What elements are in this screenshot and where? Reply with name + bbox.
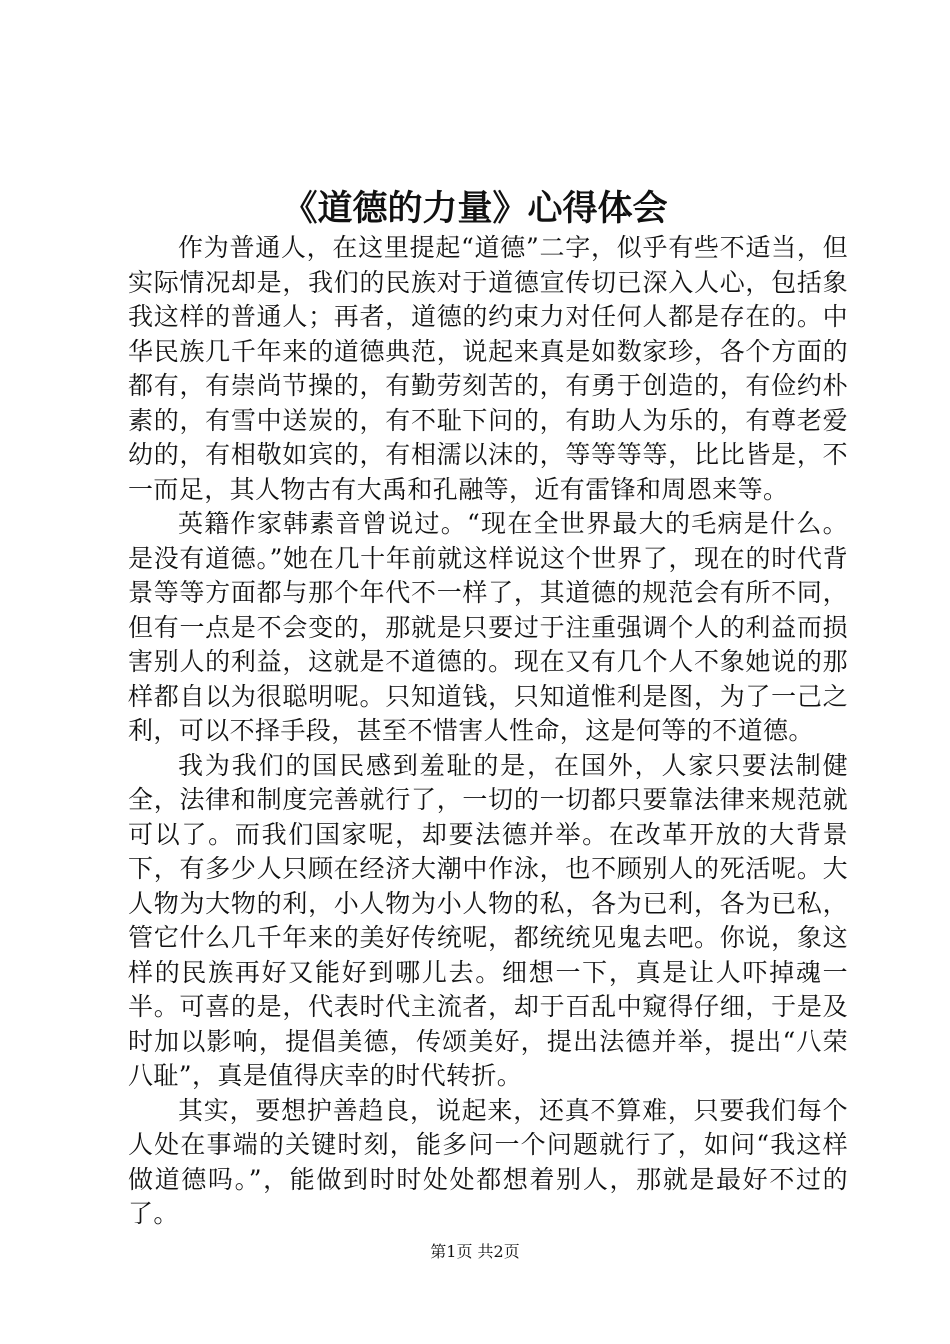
paragraph-1: 作为普通人，在这里提起“道德”二字，似乎有些不适当，但实际情况却是，我们的民族对于道德宣传切已深入人心，包括象我这样的普通人；再者，道德的约束力对任何人都是存在的。中华民族几千年来的道德典范，说起来真是如数家珍，各个方面的都有，有崇尚节操的，有勤劳刻苦的，有勇于创造的，有俭约朴素的，有雪中送炭的，有不耻下问的，有助人为乐的，有尊老爱幼的，有相敬如宾的，有相濡以沫的，等等等等，比比皆是，不一而足，其人物古有大禹和孔融等，近有雷锋和周恩来等。	[128, 233, 848, 504]
paragraph-3: 我为我们的国民感到羞耻的是，在国外，人家只要法制健全，法律和制度完善就行了，一切的一切都只要靠法律来规范就可以了。而我们国家呢，却要法德并举。在改革开放的大背景下，有多少人只顾在经济大潮中作泳，也不顾别人的死活呢。大人物为大物的利，小人物为小人物的私，各为已利，各为已私，管它什么几千年来的美好传统呢，都统统见鬼去吧。你说，象这样的民族再好又能好到哪儿去。细想一下，真是让人吓掉魂一半。可喜的是，代表时代主流者，却于百乱中窥得仔细，于是及时加以影响，提倡美德，传颂美好，提出法德并举，提出“八荣八耻”，真是值得庆幸的时代转折。	[128, 750, 848, 1090]
page-number-footer: 第1页 共2页	[430, 1242, 520, 1261]
document-title: 《道德的力量》心得体会	[282, 188, 668, 229]
document-body	[128, 231, 848, 1232]
paragraph-2: 英籍作家韩素音曾说过。“现在全世界最大的毛病是什么。是没有道德。”她在几十年前就这样说这个世界了，现在的时代背景等等方面都与那个年代不一样了，其道德的规范会有所不同，但有一点是不会变的，那就是只要过于注重强调个人的利益而损害别人的利益，这就是不道德的。现在又有几个人不象她说的那样都自以为很聪明呢。只知道钱，只知道惟利是图，为了一己之利，可以不择手段，甚至不惜害人性命，这是何等的不道德。	[128, 509, 848, 745]
paragraph-4: 其实，要想护善趋良，说起来，还真不算难，只要我们每个人处在事端的关键时刻，能多问一个问题就行了，如问“我这样做道德吗。”，能做到时时处处都想着别人，那就是最好不过的了。	[128, 1095, 848, 1228]
